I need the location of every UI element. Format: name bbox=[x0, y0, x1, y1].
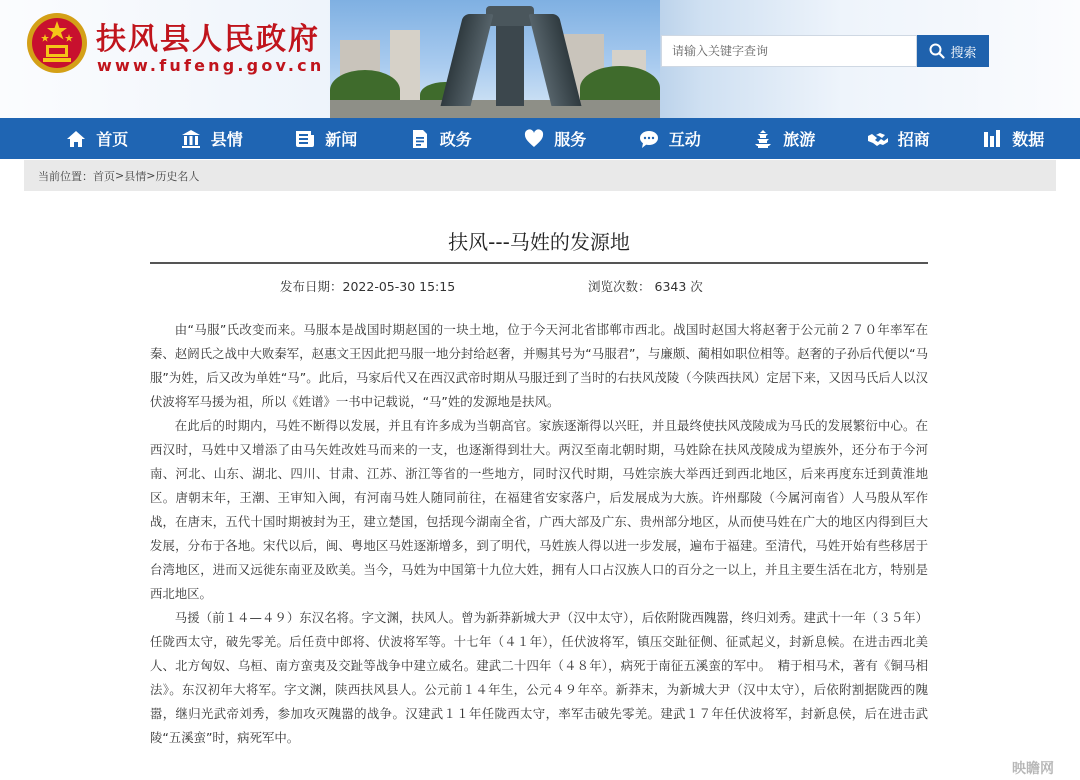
plaza-ground bbox=[330, 100, 660, 118]
article-body bbox=[150, 318, 928, 750]
article-paragraph: 马援（前１４—４９）东汉名将。字文渊，扶风人。曾为新莽新城大尹（汉中太守），后依附陇西隗嚣，终归刘秀。建武十一年（３５年）任陇西太守，破先零羌。后任贲中郎将、伏波将军等。十七年（４１年），任伏波将军，镇压交趾征侧、征贰起义，封新息候。在进击西北美人、北方匈奴、乌桓、南方蛮夷及交趾等战争中建立威名。建武二十四年（４８年），病死于南征五溪蛮的军中。 精于相马术，著有《铜马相法》。东汉初年大将军。字文渊，陕西扶风县人。公元前１４年生，公元４９年卒。新莽末，为新城大尹（汉中太守），后依附割据陇西的隗嚣，继归光武帝刘秀，参加攻灭隗嚣的战争。汉建武１１年任陇西太守，率军击破先零羌。建武１７年任伏波将军，封新息侯，后在进击武陵“五溪蛮”时，病死军中。 bbox=[150, 610, 928, 745]
breadcrumb-home[interactable]: 首页 bbox=[93, 169, 115, 183]
monument-center bbox=[496, 26, 524, 106]
publish-label: 发布日期： bbox=[280, 279, 343, 294]
nav-item-data[interactable] bbox=[956, 118, 1071, 159]
article-paragraph: 在此后的时期内，马姓不断得以发展，并且有许多成为当朝高官。家族逐渐得以兴旺，并且最终使扶风茂陵成为马氏的发展繁衍中心。在西汉时，马姓中又增添了由马矢姓改姓马而来的一支，也逐渐得到壮大。两汉至南北朝时期，马姓除在扶风茂陵成为望族外，还分布于今河南、河北、山东、湖北、四川、甘肃、江苏、浙江等省的一些地方，同时汉代时期，马姓宗族大举西迁到西北地区，后来再度东迁到黄淮地区。唐朝末年，王潮、王审知入闽，有河南马姓人随同前往，在福建省安家落户，后发展成为大族。许州鄢陵（今属河南省）人马殷从军作战，在唐末，五代十国时期被封为王，建立楚国，包括现今湖南全省，广西大部及广东、贵州部分地区，从而使马姓在广大的地区内得到巨大发展，分布于各地。宋代以后，闽、粤地区马姓逐渐增多，到了明代，马姓族人得以进一步发展，遍布于福建。至清代，马姓开始有些移居于台湾地区，进而又远徙东南亚及欧美。当今，马姓为中国第十九位大姓，拥有人口占汉族人口的百分之一以上，并且主要生活在北方，特别是西北地区。 bbox=[150, 418, 928, 601]
nav-item-label: 招商 bbox=[897, 130, 930, 149]
nav-item-interaction[interactable] bbox=[613, 118, 728, 159]
main-nav bbox=[0, 118, 1080, 159]
pagoda-icon bbox=[753, 129, 773, 149]
site-url[interactable]: www.fufeng.gov.cn bbox=[97, 56, 325, 75]
breadcrumb-prefix: 当前位置： bbox=[38, 169, 93, 183]
breadcrumb-separator: > bbox=[115, 169, 125, 182]
publish-info bbox=[280, 277, 455, 295]
article-title: 扶风---马姓的发源地 bbox=[448, 230, 630, 254]
search-input[interactable] bbox=[661, 35, 917, 67]
nav-item-service[interactable] bbox=[498, 118, 613, 159]
nav-item-label: 政务 bbox=[439, 130, 472, 149]
nav-item-label: 新闻 bbox=[325, 130, 358, 149]
search-button[interactable] bbox=[917, 35, 989, 67]
nav-item-home[interactable] bbox=[40, 118, 155, 159]
breadcrumb-county[interactable]: 县情 bbox=[124, 169, 147, 183]
watermark: 映瞻网 bbox=[1012, 761, 1054, 777]
document-icon bbox=[410, 129, 430, 149]
site-title[interactable]: 扶风县人民政府 bbox=[96, 22, 320, 57]
nav-item-label: 互动 bbox=[668, 130, 701, 149]
nav-item-county[interactable] bbox=[155, 118, 270, 159]
nav-item-investment[interactable] bbox=[842, 118, 957, 159]
views-count: 6343 bbox=[654, 279, 687, 294]
home-icon bbox=[66, 129, 86, 149]
handshake-icon bbox=[868, 129, 888, 149]
breadcrumb bbox=[24, 160, 1056, 191]
breadcrumb-separator: > bbox=[146, 169, 156, 182]
search-icon bbox=[929, 43, 945, 59]
national-emblem-icon bbox=[26, 12, 88, 74]
title-divider bbox=[150, 262, 928, 264]
views-unit: 次 bbox=[690, 279, 703, 294]
nav-item-tourism[interactable] bbox=[727, 118, 842, 159]
news-icon bbox=[295, 129, 315, 149]
nav-item-label: 首页 bbox=[96, 130, 129, 149]
heart-icon bbox=[524, 129, 544, 149]
chat-icon bbox=[639, 129, 659, 149]
landmark-icon bbox=[181, 129, 201, 149]
nav-item-label: 县情 bbox=[210, 130, 243, 149]
nav-item-label: 旅游 bbox=[783, 130, 816, 149]
nav-item-label: 数据 bbox=[1012, 130, 1045, 149]
nav-item-news[interactable] bbox=[269, 118, 384, 159]
article-paragraph: 由“马服”氏改变而来。马服本是战国时期赵国的一块土地，位于今天河北省邯郸市西北。战国时赵国大将赵奢于公元前２７０年率军在秦、赵阏氏之战中大败秦军，赵惠文王因此把马服一地分封给赵奢，并赐其号为“马服君”，与廉颇、蔺相如职位相等。赵奢的子孙后代便以“马服”为姓，后又改为单姓“马”。此后，马家后代又在西汉武帝时期从马服迁到了当时的右扶风茂陵（今陕西扶风）定居下来，又因马氏后人以汉伏波将军马援为祖，所以《姓谱》一书中记载说，“马”姓的发源地是扶风。 bbox=[150, 322, 928, 409]
nav-item-government[interactable] bbox=[384, 118, 499, 159]
nav-item-label: 服务 bbox=[554, 130, 587, 149]
chart-icon bbox=[982, 129, 1002, 149]
search-button-label: 搜索 bbox=[950, 45, 977, 61]
breadcrumb-historical-figures[interactable]: 历史名人 bbox=[155, 169, 200, 183]
view-count-info bbox=[588, 277, 703, 295]
views-label: 浏览次数： bbox=[588, 279, 651, 294]
publish-date: 2022-05-30 15:15 bbox=[342, 279, 456, 294]
